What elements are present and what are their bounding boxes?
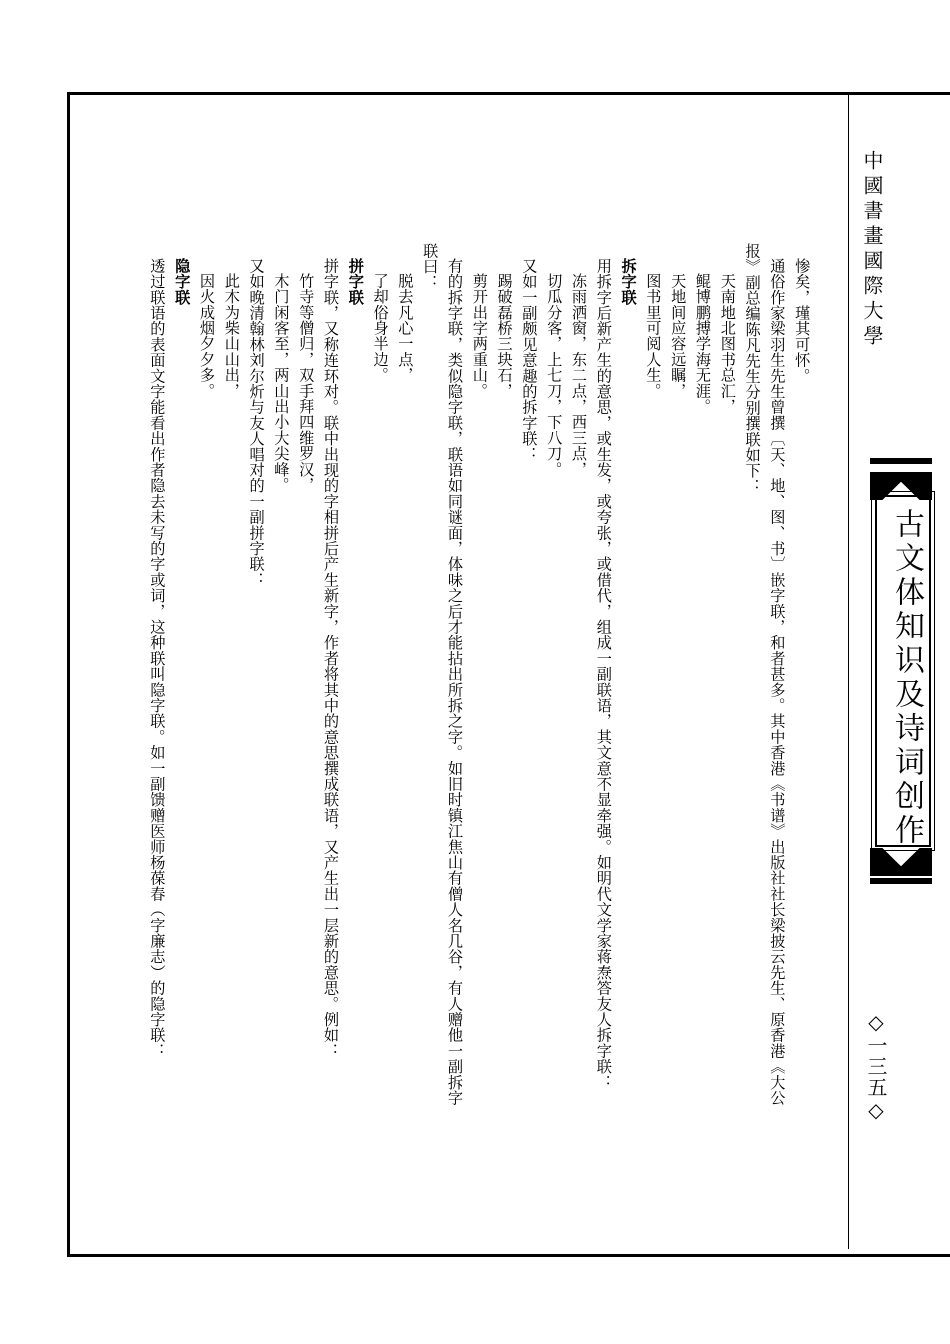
text-column: 脱去凡心一点， bbox=[396, 273, 415, 384]
text-column: 透过联语的表面文字能看出作者隐去未写的字或词，这种联叫隐字联。如一副馈赠医师杨葆春（字廉志）的隐字联： bbox=[148, 258, 167, 1059]
text-column: 又如一副颇见意趣的拆字联： bbox=[520, 258, 539, 463]
text-column: 有的拆字联，类似隐字联，联语如同谜面，体味之后才能拈出所拆之字。如旧时镇江焦山有僧人名几谷，有人赠他一副拆字 bbox=[446, 258, 464, 1106]
text-column: 通俗作家梁羽生先生曾撰〔天、地、图、书〕嵌字联，和者甚多。其中香港《书谱》出版社社长梁披云先生、原香港《大公 bbox=[768, 258, 787, 1106]
text-column: 惨矣，瑾其可怀。 bbox=[793, 258, 812, 384]
text-column: 拼字联，又称连环对。联中出现的字相拼后产生新字，作者将其中的意思撰成联语，又产生出一层新的意思。例如： bbox=[322, 258, 340, 1059]
text-column: 用拆字后新产生的意思，或生发，或夸张，或借代，组成一副联语，其文意不显牵强。如明代文学家蒋焘答友人拆字联： bbox=[594, 258, 613, 1091]
text-column: 图书里可阅人生。 bbox=[644, 273, 663, 399]
title-bottom-bar bbox=[870, 878, 932, 884]
text-column: 天南地北图书总汇， bbox=[718, 273, 737, 415]
text-column: 因火成烟夕夕多。 bbox=[198, 273, 216, 399]
text-column: 鲲博鹏搏学海无涯。 bbox=[694, 273, 712, 415]
text-column: 踢破磊桥三块石， bbox=[495, 273, 514, 399]
text-column: 竹寺等僧归，双手拜四维罗汉， bbox=[297, 273, 316, 494]
page-frame bbox=[67, 92, 950, 1257]
university-name: 中國書畫國際大學 bbox=[860, 150, 884, 350]
section-heading: 拆字联 bbox=[619, 258, 638, 306]
text-column: 又如晚清翰林刘尔炘与友人唱对的一副拼字联： bbox=[247, 258, 266, 588]
text-column: 切瓜分客，上七刀，下八刀。 bbox=[545, 273, 564, 478]
text-column: 联曰： bbox=[421, 243, 440, 291]
book-title: 古文体知识及诗词创作 bbox=[889, 508, 924, 848]
text-column: 报》副总编陈凡先生分别撰联如下： bbox=[743, 243, 762, 495]
text-column: 木门闲客至，两山出小大尖峰。 bbox=[272, 273, 291, 494]
page-number: ◇一三五◇ bbox=[864, 1010, 888, 1123]
text-column: 冻雨洒窗，东二点，西三点， bbox=[570, 273, 588, 478]
section-heading: 隐字联 bbox=[173, 258, 192, 306]
side-divider bbox=[848, 95, 849, 1249]
text-column: 此木为柴山山出， bbox=[222, 273, 241, 399]
text-column: 了却俗身半边。 bbox=[371, 273, 390, 384]
section-heading: 拼字联 bbox=[346, 258, 365, 306]
text-column: 天地间应容远瞩， bbox=[669, 273, 688, 399]
title-top-bar bbox=[870, 458, 932, 464]
text-column: 剪开出字两重山。 bbox=[470, 273, 489, 399]
